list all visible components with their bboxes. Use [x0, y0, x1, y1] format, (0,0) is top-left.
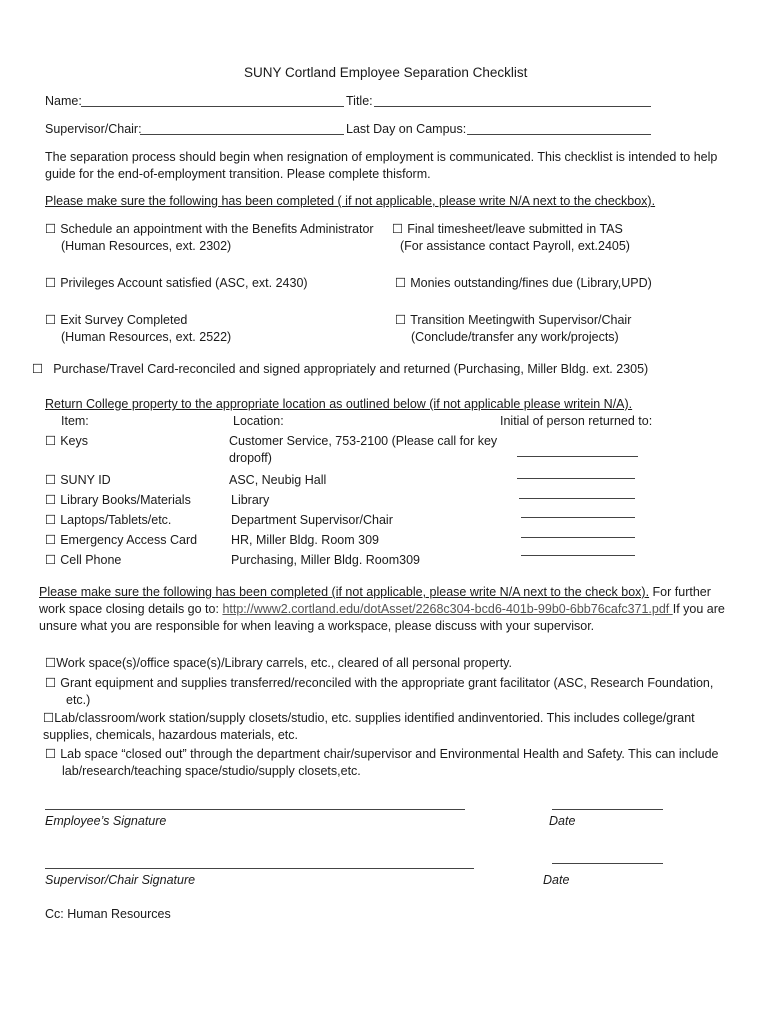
timesheet-label: Final timesheet/leave submitted in TAS [407, 222, 623, 236]
property-location: Purchasing, Miller Bldg. Room309 [231, 553, 420, 567]
supervisor-date-line[interactable] [552, 863, 663, 864]
purchase-checkbox[interactable] [32, 361, 648, 378]
initial-field-library[interactable] [519, 498, 635, 499]
employee-date-line[interactable] [552, 809, 663, 810]
laptops-checkbox[interactable] [45, 512, 171, 529]
property-item: Emergency Access Card [60, 533, 198, 547]
checkbox-icon: ☐ [43, 711, 55, 725]
property-location: ASC, Neubig Hall [229, 473, 327, 487]
timesheet-checkbox[interactable] [392, 221, 623, 238]
col-location-header: Location: [233, 414, 284, 428]
access-card-checkbox[interactable] [45, 532, 197, 549]
exit-survey-contact: (Human Resources, ext. 2522) [61, 330, 232, 344]
transition-checkbox[interactable] [395, 312, 631, 329]
property-item: Library Books/Materials [60, 493, 191, 507]
last-day-field[interactable] [467, 134, 651, 135]
property-location: Customer Service, 753-2100 (Please call for key [229, 434, 498, 448]
suny-id-checkbox[interactable] [45, 472, 111, 489]
supervisor-label: Supervisor/Chair: [45, 122, 142, 136]
supervisor-date-label: Date [543, 873, 570, 887]
grant-label-cont: etc.) [66, 693, 91, 707]
page-title: SUNY Cortland Employee Separation Checklist [244, 65, 528, 80]
benefits-label: Schedule an appointment with the Benefits Administrator [60, 222, 374, 236]
transition-contact: (Conclude/transfer any work/projects) [411, 330, 619, 344]
section2-heading-tail: If you are unsure what you are responsible for when leaving a workspace, please discuss with your supervisor. [39, 602, 725, 633]
employee-signature-line[interactable] [45, 809, 465, 810]
initial-field-keys[interactable] [517, 456, 638, 457]
cc-line: Cc: Human Resources [45, 907, 171, 921]
property-heading: Return College property to the appropriate location as outlined below (if not applicable please writein N/A). [45, 397, 633, 411]
benefits-contact: (Human Resources, ext. 2302) [61, 239, 232, 253]
intro-text: The separation process should begin when resignation of employment is communicated. This checklist is intended to help guide for the end-of-employment transition. Please complete thisform. [45, 150, 718, 181]
property-location: Department Supervisor/Chair [231, 513, 393, 527]
lab-supplies-label: Lab/classroom/work station/supply closets/studio, etc. supplies identified andinventoried. This includes college/grant [54, 711, 695, 725]
lab-space-label: Lab space “closed out” through the department chair/supervisor and Environmental Health and Safety. This can include [60, 747, 719, 761]
section2-heading [39, 584, 729, 635]
name-label: Name: [45, 94, 82, 108]
benefits-checkbox[interactable] [45, 221, 374, 238]
lab-space-checkbox[interactable] [45, 746, 718, 763]
section1-heading: Please make sure the following has been completed ( if not applicable, please write N/A next to the checkbox). [45, 194, 656, 208]
initial-field-suny-id[interactable] [517, 478, 635, 479]
title-label: Title: [346, 94, 373, 108]
section2-heading-rest: For further work space closing details go to: [39, 585, 711, 616]
col-item-header: Item: [61, 414, 89, 428]
initial-field-cell-phone[interactable] [521, 555, 635, 556]
employee-signature-label: Employee’s Signature [45, 814, 167, 828]
supervisor-signature-line[interactable] [45, 868, 474, 869]
workspace-label: Work space(s)/office space(s)/Library carrels, etc., cleared of all personal property. [56, 656, 512, 670]
checkbox-icon: ☐ [45, 656, 57, 670]
exit-survey-label: Exit Survey Completed [60, 313, 188, 327]
purchase-label: Purchase/Travel Card-reconciled and signed appropriately and returned (Purchasing, Miller Bldg. ext. 2305) [53, 362, 649, 376]
transition-label: Transition Meetingwith Supervisor/Chair [410, 313, 632, 327]
monies-checkbox[interactable] [395, 275, 652, 292]
property-item: SUNY ID [60, 473, 111, 487]
cell-phone-checkbox[interactable] [45, 552, 121, 569]
privileges-checkbox[interactable] [45, 275, 308, 292]
property-item: Keys [60, 434, 89, 448]
last-day-label: Last Day on Campus: [346, 122, 467, 136]
privileges-label: Privileges Account satisfied (ASC, ext. 2430) [60, 276, 308, 290]
grant-label: Grant equipment and supplies transferred/reconciled with the appropriate grant facilitator (ASC, Research Foundation, [60, 676, 714, 690]
name-field[interactable] [81, 106, 344, 107]
initial-field-access-card[interactable] [521, 537, 635, 538]
property-item: Cell Phone [60, 553, 122, 567]
property-location: HR, Miller Bldg. Room 309 [231, 533, 379, 547]
lab-supplies-label-cont: supplies, chemicals, hazardous materials, etc. [43, 728, 298, 742]
workspace-details-link[interactable]: http://www2.cortland.edu/dotAsset/2268c304-bcd6-401b-99b0-6bb76cafc371.pdf [222, 602, 673, 616]
employee-date-label: Date [549, 814, 576, 828]
property-item: Laptops/Tablets/etc. [60, 513, 172, 527]
property-location-cont: dropoff) [229, 451, 272, 465]
section2-heading-underlined: Please make sure the following has been completed (if not applicable, please write N/A next to the check box). [39, 585, 650, 599]
checkbox-icon: ☐ [32, 362, 44, 376]
supervisor-field[interactable] [140, 134, 344, 135]
exit-survey-checkbox[interactable] [45, 312, 187, 329]
title-field[interactable] [374, 106, 651, 107]
col-initial-header: Initial of person returned to: [500, 414, 653, 428]
workspace-checkbox[interactable] [45, 655, 512, 672]
monies-label: Monies outstanding/fines due (Library,UPD) [410, 276, 652, 290]
lab-supplies-checkbox[interactable] [43, 710, 695, 727]
lab-space-label-cont: lab/research/teaching space/studio/supply closets,etc. [62, 764, 361, 778]
timesheet-contact: (For assistance contact Payroll, ext.2405) [400, 239, 630, 253]
property-location: Library [231, 493, 270, 507]
keys-checkbox[interactable] [45, 433, 88, 450]
supervisor-signature-label: Supervisor/Chair Signature [45, 873, 196, 887]
library-checkbox[interactable] [45, 492, 191, 509]
grant-checkbox[interactable] [45, 675, 713, 692]
initial-field-laptops[interactable] [521, 517, 635, 518]
